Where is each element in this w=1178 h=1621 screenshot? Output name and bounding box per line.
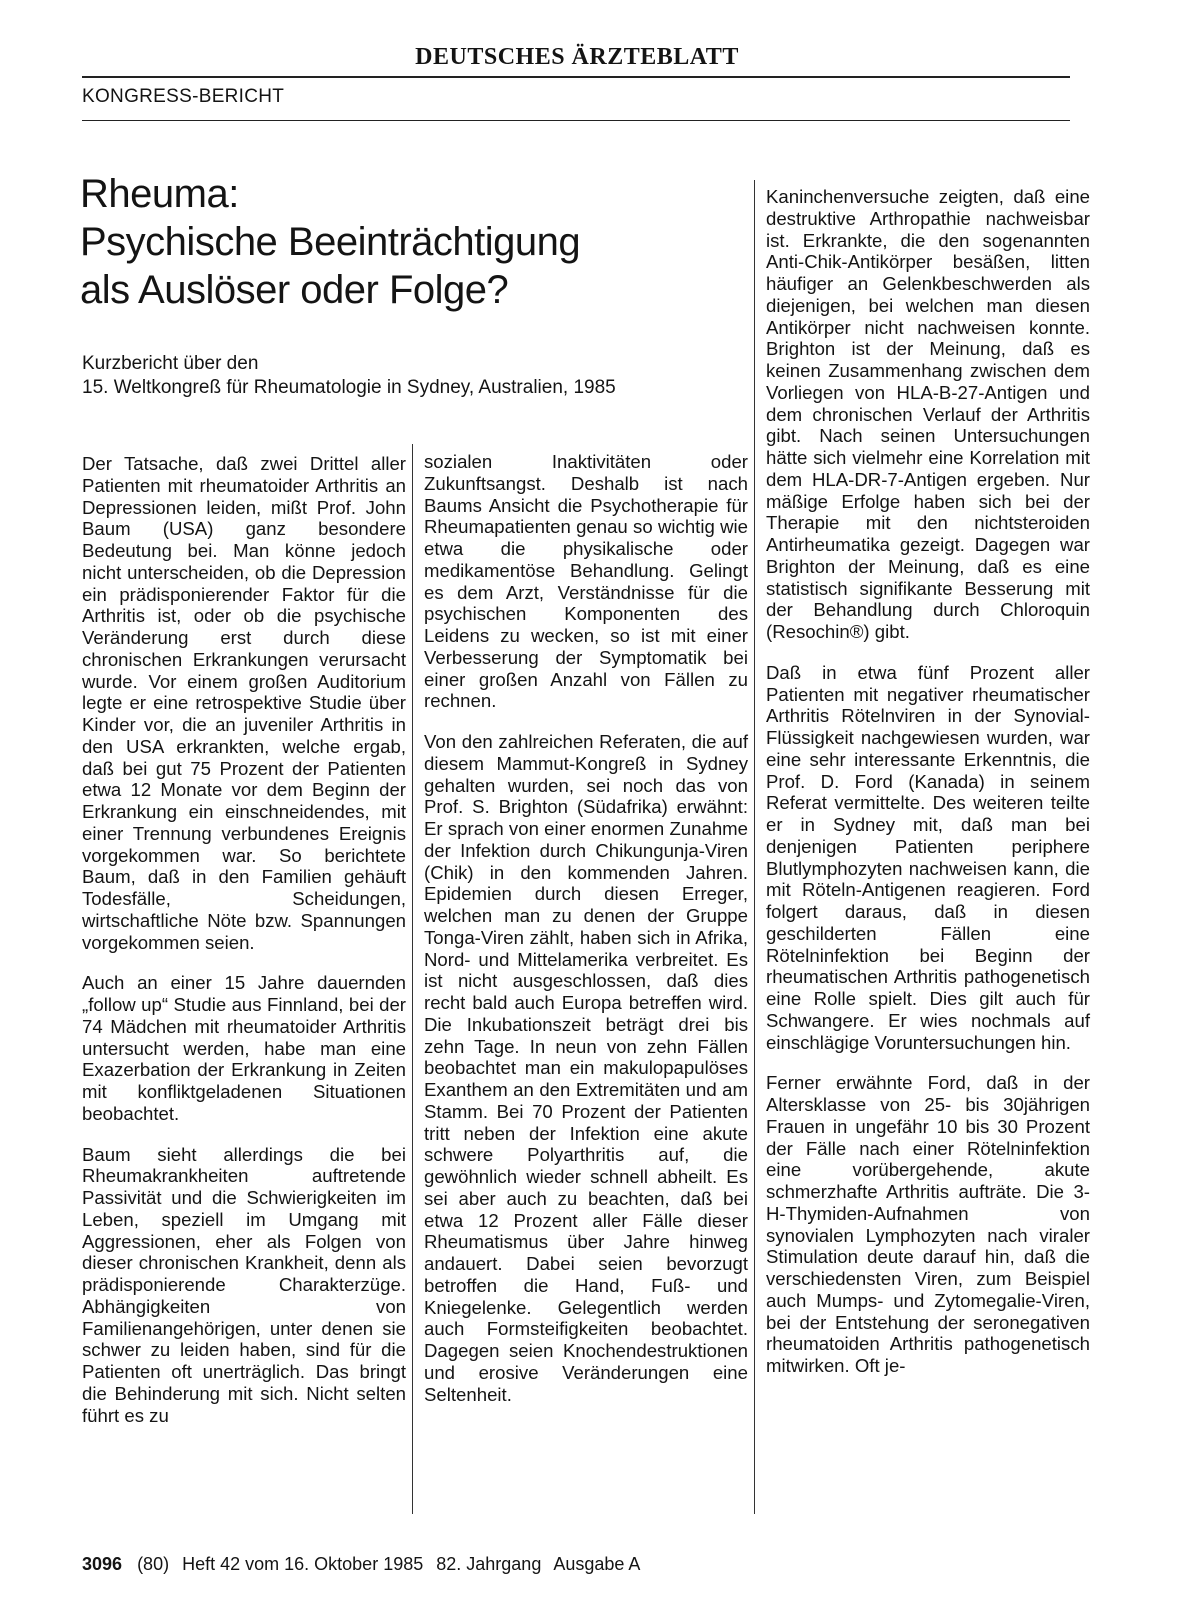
section-rule [82,120,1070,121]
paragraph: Ferner erwähnte Ford, daß in der Altersklasse von 25- bis 30jährigen Frauen in ungefähr 10 bis 30 Prozent der Fälle nach einer Rötelninfektion eine vorübergehende, akute schmerzhafte Arthritis aufträte. Die 3-H-Thymiden-Aufnahmen von synovialen Lymphozyten nach viraler Stimulation deute darauf hin, daß die verschiedensten Viren, zum Beispiel auch Mumps- und Zytomegalie-Viren, bei der Entstehung der seronegativen rheumatoiden Arthritis pathogenetisch mitwirken. Oft je- [766,1072,1090,1376]
paragraph: Auch an einer 15 Jahre dauernden „follow up“ Studie aus Finnland, bei der 74 Mädchen mit rheumatoider Arthritis untersucht werden, habe man eine Exazerbation der Erkrankung in Zeiten mit konfliktgeladenen Situationen beobachtet. [82,972,406,1124]
paragraph: Baum sieht allerdings die bei Rheumakrankheiten auftretende Passivität und die Schwierigkeiten im Leben, speziell im Umgang mit Aggressionen, eher als Folgen von dieser chronischen Krankheit, denn als prädisponierende Charakterzüge. Abhängigkeiten von Familienangehörigen, unter denen sie schwer zu leiden haben, sind für die Patienten oft unerträglich. Das bringt die Behinderung mit sich. Nicht selten führt es zu [82,1143,406,1426]
section-label: KONGRESS-BERICHT [82,86,285,107]
text-column-3 [766,186,1090,1396]
title-line: Rheuma: [80,172,239,216]
paragraph: Der Tatsache, daß zwei Drittel aller Patienten mit rheumatoider Arthritis an Depressionen leiden, mißt Prof. John Baum (USA) ganz besondere Bedeutung bei. Man könne jedoch nicht unterscheiden, ob die Depression ein prädisponierender Faktor für die Arthritis ist, oder ob die psychische Veränderung erst durch diese chronischen Erkrankungen verursacht wurde. Vor einem großen Auditorium legte er eine retrospektive Studie über Kinder vor, die an juveniler Arthritis in den USA erkrankten, welche ergab, daß bei gut 75 Prozent der Patienten etwa 12 Monate vor dem Beginn der Erkrankung ein einschneidendes, mit einer Trennung verbundenes Ereignis vorgekommen war. So berichtete Baum, daß in den Familien gehäuft Todesfälle, Scheidungen, wirtschaftliche Nöte bzw. Spannungen vorgekommen seien. [82,453,406,953]
paragraph: Daß in etwa fünf Prozent aller Patienten mit negativer rheumatischer Arthritis Rötelnviren in der Synovial-Flüssigkeit nachgewiesen wurden, war eine sehr interessante Erkenntnis, die Prof. D. Ford (Kanada) in seinem Referat vermittelte. Des weiteren teilte er in Sydney mit, daß man bei denjenigen Patienten periphere Blutlymphozyten nachweisen kann, die mit Röteln-Antigenen reagieren. Ford folgert daraus, daß in diesen geschilderten Fällen eine Rötelninfektion bei Beginn der rheumatischen Arthritis pathogenetisch eine Rolle spielt. Dies gilt auch für Schwangere. Er wies nochmals auf einschlägige Voruntersuchungen hin. [766,661,1090,1053]
journal-masthead: DEUTSCHES ÄRZTEBLATT [415,44,739,70]
page-footer [82,1554,648,1575]
footer-paren: (80) [137,1554,170,1574]
title-line: Psychische Beeinträchtigung [80,220,581,264]
column-divider [754,180,755,1514]
page-number: 3096 [82,1554,123,1574]
text-column-2 [424,451,748,1424]
article-title [80,170,730,314]
title-line: als Auslöser oder Folge? [80,268,509,312]
column-divider [412,444,413,1514]
subtitle-line: 15. Weltkongreß für Rheumatologie in Sydney, Australien, 1985 [82,377,616,398]
article-subtitle [82,352,732,400]
paragraph: sozialen Inaktivitäten oder Zukunftsangst. Deshalb ist nach Baums Ansicht die Psychotherapie für Rheumapatienten genau so wichtig wie etwa die physikalische oder medikamentöse Behandlung. Gelingt es dem Arzt, Verständnisse für die psychischen Komponenten des Leidens zu wecken, so ist mit einer Verbesserung der Symptomatik bei einer großen Anzahl von Fällen zu rechnen. [424,451,748,712]
footer-edition: Ausgabe A [553,1554,641,1574]
paragraph: Von den zahlreichen Referaten, die auf diesem Mammut-Kongreß in Sydney gehalten wurden, sei noch das von Prof. S. Brighton (Südafrika) erwähnt: Er sprach von einer enormen Zunahme der Infektion durch Chikungunja-Viren (Chik) in den kommenden Jahren. Epidemien durch diesen Erreger, welchen man zu denen der Gruppe Tonga-Viren zählt, haben sich in Afrika, Nord- und Mittelamerika verbreitet. Es ist nicht ausgeschlossen, daß dies recht bald auch Europa betreffen wird. Die Inkubationszeit beträgt drei bis zehn Tage. In neun von zehn Fällen beobachtet man ein makulopapulöses Exanthem an den Extremitäten und am Stamm. Bei 70 Prozent der Patienten tritt neben der Infektion eine akute schwere Polyarthritis auf, die gewöhnlich wieder schnell abheilt. Es sei aber auch zu beachten, daß bei etwa 12 Prozent aller Fälle dieser Rheumatismus über Jahre hinweg andauert. Dabei seien bevorzugt betroffen die Hand, Fuß- und Kniegelenke. Gelegentlich werden auch Formsteifigkeiten beobachtet. Dagegen seien Knochendestruktionen und erosive Veränderungen eine Seltenheit. [424,731,748,1405]
footer-volume: 82. Jahrgang [436,1554,542,1574]
subtitle-line: Kurzbericht über den [82,353,259,374]
footer-issue: Heft 42 vom 16. Oktober 1985 [182,1554,424,1574]
text-column-1 [82,453,406,1445]
paragraph: Kaninchenversuche zeigten, daß eine destruktive Arthropathie nachweisbar ist. Erkrankte, die den sogenannten Anti-Chik-Antikörper besäßen, litten häufiger an Gelenkbeschwerden als diejenigen, bei welchen man diesen Antikörper nicht nachweisen konnte. Brighton ist der Meinung, daß es keinen Zusammenhang zwischen dem Vorliegen von HLA-B-27-Antigen und dem chronischen Verlauf der Arthritis gibt. Nach seinen Untersuchungen hätte sich vielmehr eine Korrelation mit dem HLA-DR-7-Antigen ergeben. Nur mäßige Erfolge haben sich bei der Therapie mit den nichtsteroiden Antirheumatika gezeigt. Dagegen war Brighton der Meinung, daß es eine statistisch signifikante Besserung mit der Behandlung durch Chloroquin (Resochin®) gibt. [766,186,1090,642]
masthead-rule [82,76,1070,78]
